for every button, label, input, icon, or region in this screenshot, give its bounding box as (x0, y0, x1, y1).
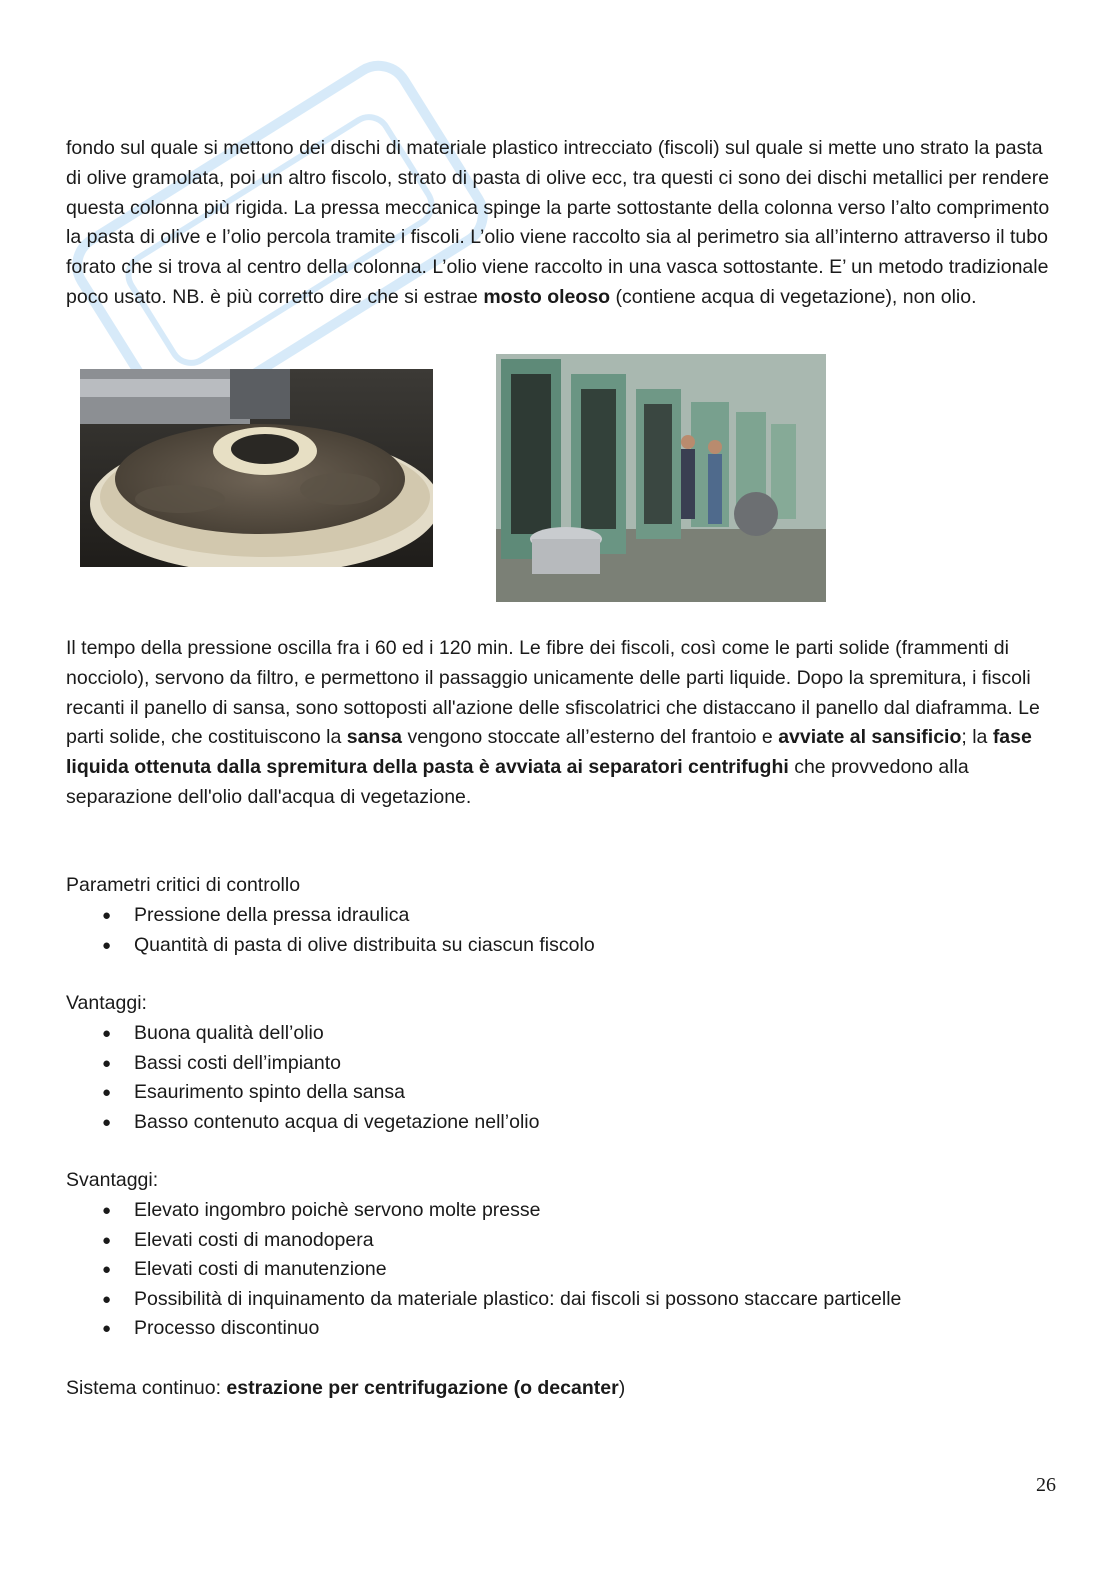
hydraulic-presses-photo (496, 354, 826, 602)
list-item: ● Elevato ingombro poichè servono molte presse (66, 1196, 901, 1226)
bold-term: fase liquida ottenuta dalla spremitura della pasta è avviata ai separatori centrifughi (66, 726, 1032, 779)
bold-term: sansa (346, 726, 403, 749)
closing-line (66, 1374, 625, 1404)
bold-term: avviate al sansificio (778, 726, 962, 749)
list-item: ● Elevati costi di manutenzione (66, 1255, 901, 1285)
fiscolo-photo (80, 369, 433, 567)
list-item: ● Basso contenuto acqua di vegetazione nell’olio (66, 1108, 539, 1138)
paragraph-text: Il tempo della pressione oscilla fra i 60 ed i 120 min. Le fibre dei fiscoli, così come le parti solide (frammenti di nocciolo), servono da filtro, e permettono il passaggio unicamente delle parti liquide. Dopo la spremitura, i fiscoli recanti il panello di sansa, sono sottoposti all'azione delle sfiscolatrici che distaccano il panello dal diaframma. Le parti solide, che costituiscono la (66, 637, 1040, 749)
paragraph-pressing-details (66, 634, 1056, 813)
paragraph-text: fondo sul quale si mettono dei dischi di materiale plastico intrecciato (fiscoli) sul quale si mette uno strato la pasta di olive gramolata, poi un altro fiscolo, strato di pasta di olive ecc, tra questi ci sono dei dischi metallici per rendere questa colonna più rigida. La pressa meccanica spinge la parte sottostante della colonna verso l’alto comprimento la pasta di olive e l’olio percola tramite i fiscoli. L’olio viene raccolto sia al perimetro sia all’interno attraverso il tubo forato che si trova al centro della colonna. L’olio viene raccolto in una vasca sottostante. E’ un metodo tradizionale poco usato. NB. è più corretto dire che si estrae (66, 137, 1050, 308)
list-item: ● Quantità di pasta di olive distribuita su ciascun fiscolo (66, 931, 595, 961)
list-item: ● Buona qualità dell’olio (66, 1019, 539, 1049)
page-number: 26 (1036, 1474, 1056, 1496)
paragraph-text: ) (618, 1377, 626, 1399)
paragraph-text: (contiene acqua di vegetazione), non olio. (610, 285, 977, 308)
parametri-list (66, 901, 595, 960)
paragraph-text: ; la (961, 726, 993, 749)
svantaggi-list (66, 1196, 901, 1344)
bold-term: estrazione per centrifugazione (o decanter (226, 1377, 619, 1399)
vantaggi-list (66, 1019, 539, 1137)
vantaggi-title: Vantaggi: (66, 992, 147, 1014)
list-item: ● Pressione della pressa idraulica (66, 901, 595, 931)
parametri-title: Parametri critici di controllo (66, 874, 301, 896)
paragraph-text: che provvedono alla separazione dell'olio dall'acqua di vegetazione. (66, 756, 969, 808)
bold-term: mosto oleoso (483, 285, 611, 308)
list-item: ● Esaurimento spinto della sansa (66, 1078, 539, 1108)
paragraph-pressing-method (66, 134, 1056, 313)
list-item: ● Bassi costi dell’impianto (66, 1049, 539, 1079)
list-item: ● Possibilità di inquinamento da materiale plastico: dai fiscoli si possono staccare particelle (66, 1285, 901, 1315)
paragraph-text: vengono stoccate all’esterno del frantoio e (402, 726, 779, 749)
svantaggi-title: Svantaggi: (66, 1169, 159, 1191)
paragraph-text: Sistema continuo: (66, 1377, 227, 1399)
list-item: ● Processo discontinuo (66, 1314, 901, 1344)
list-item: ● Elevati costi di manodopera (66, 1226, 901, 1256)
